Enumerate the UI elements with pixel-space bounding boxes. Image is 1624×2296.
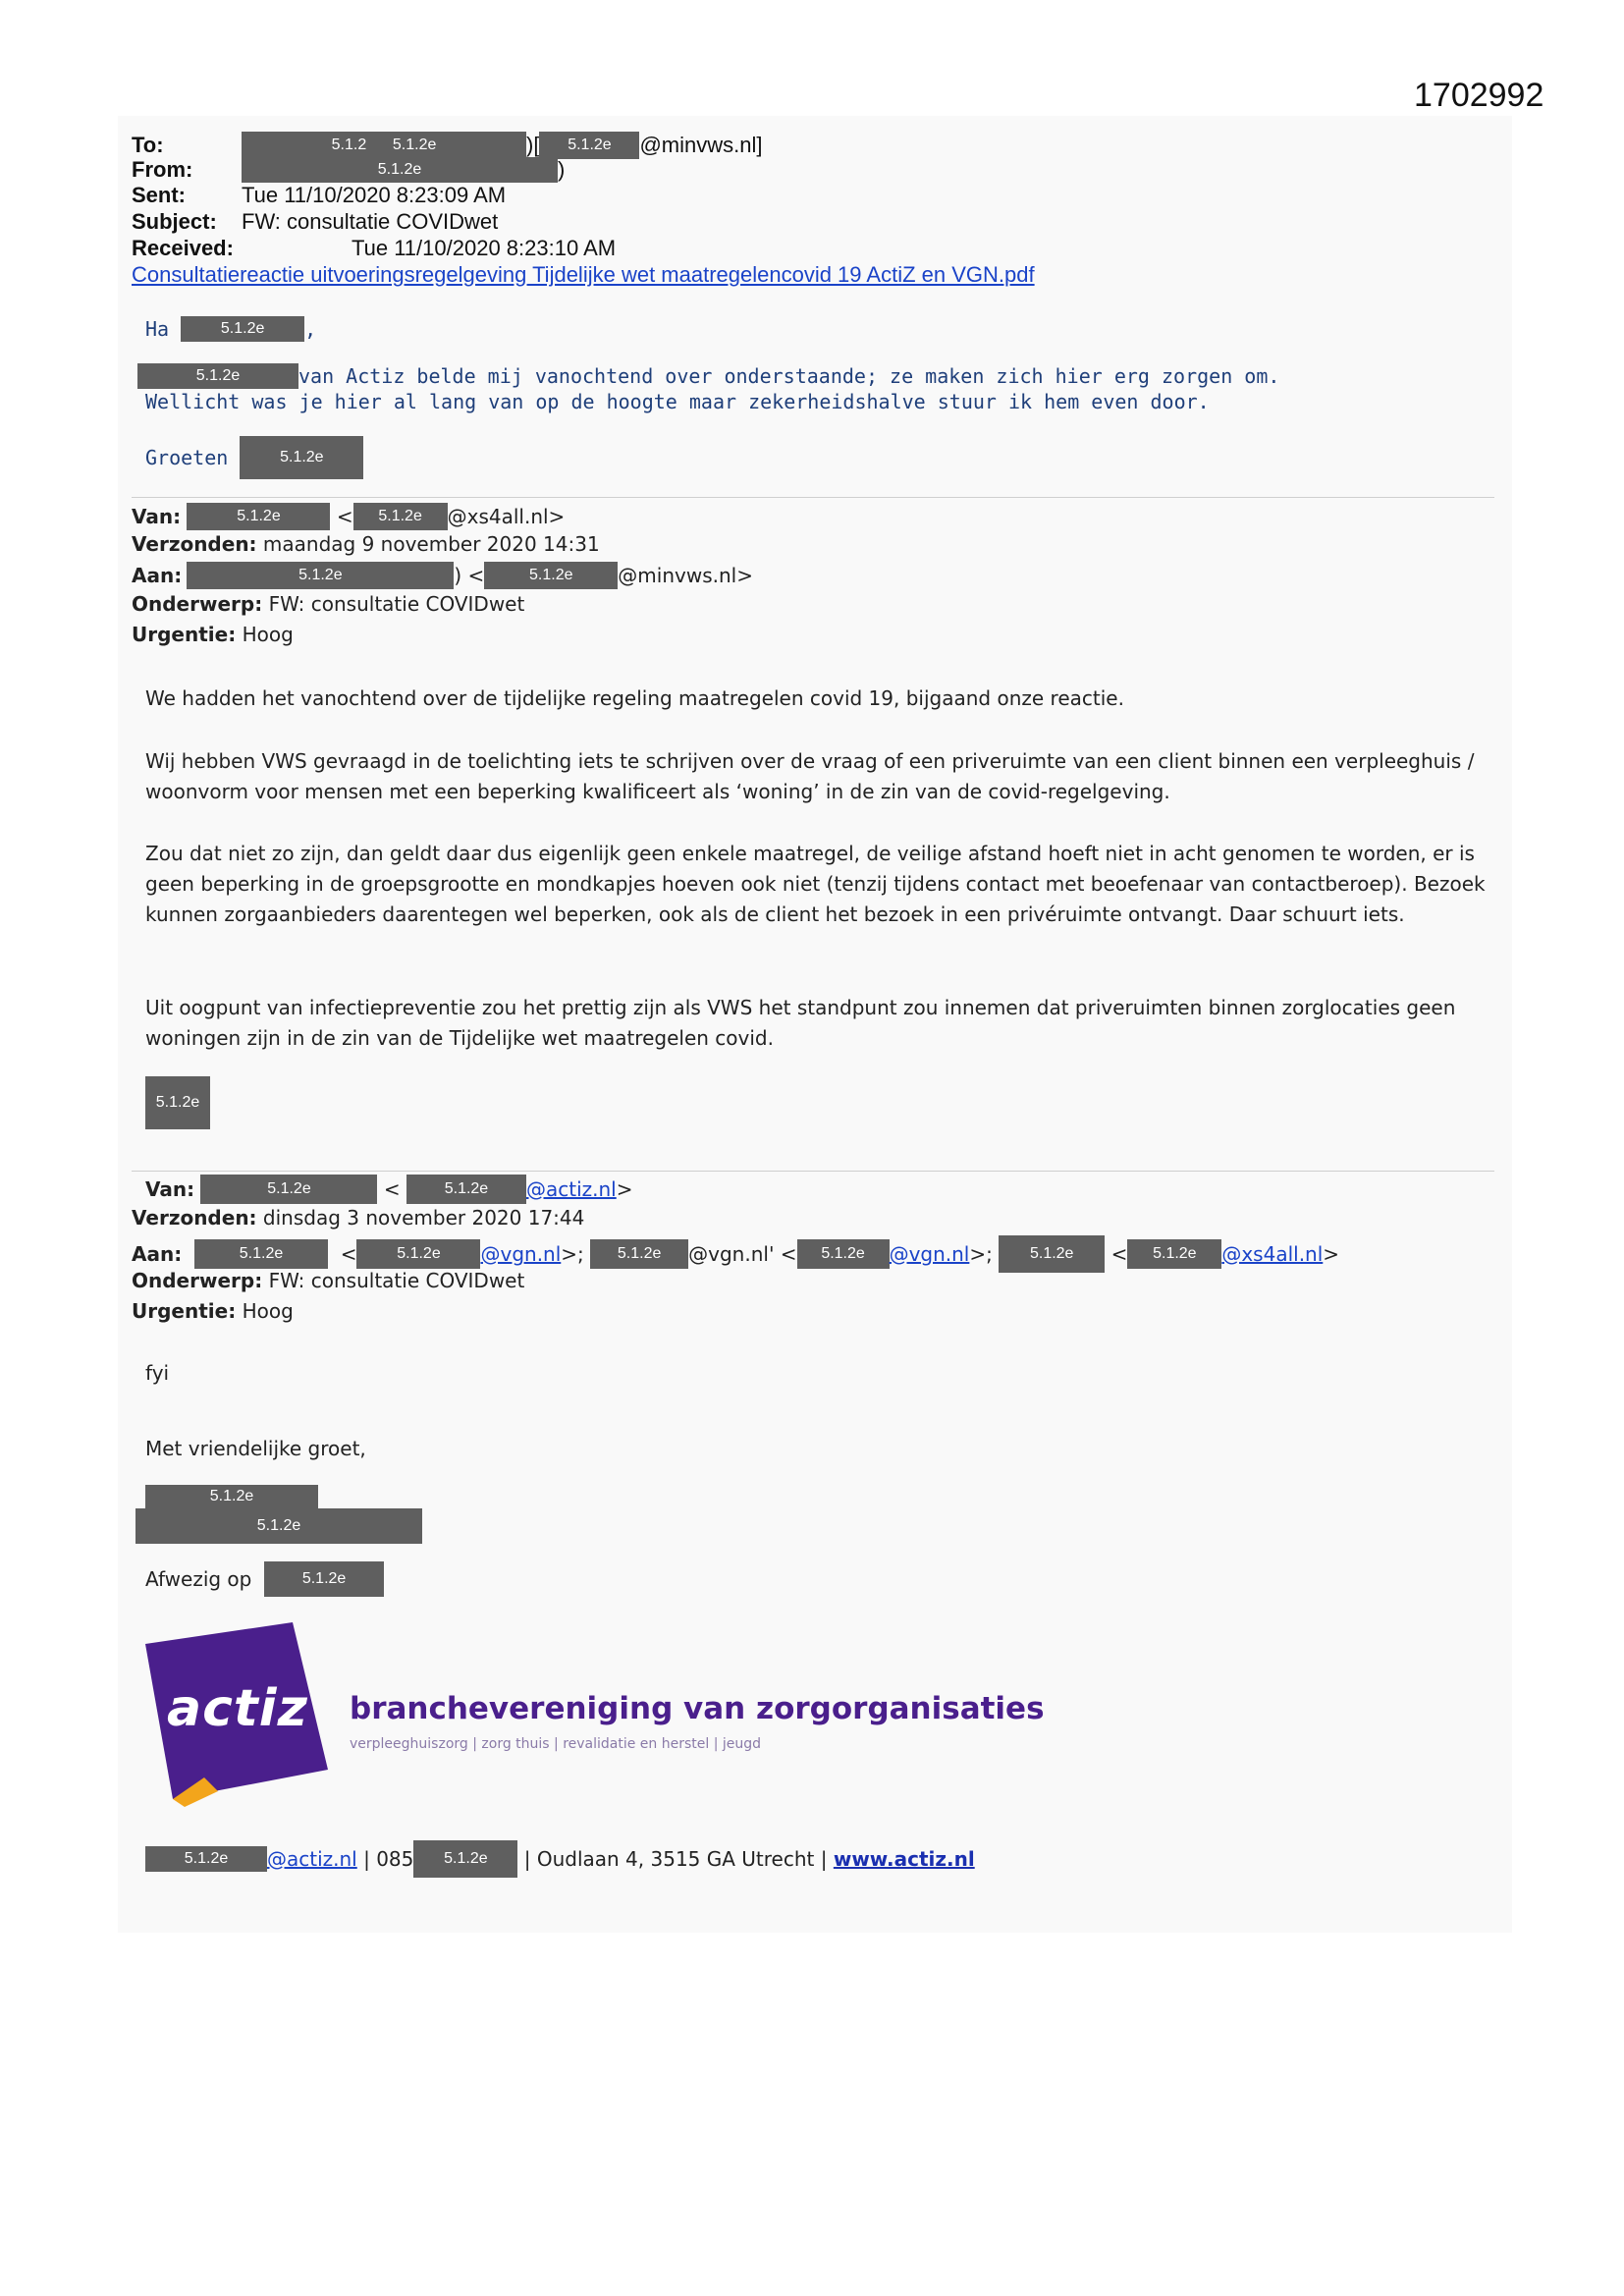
- attachment-link[interactable]: Consultatiereactie uitvoeringsregelgeving Tijdelijke wet maatregelencovid 19 ActiZ en VGN.pdf: [132, 262, 1035, 287]
- document-number: 1702992: [1414, 77, 1544, 114]
- redaction-block: 5.1.2e: [484, 562, 618, 589]
- lt-sign: <: [383, 1177, 401, 1201]
- header-sent-row: [132, 183, 506, 208]
- verzonden-label: Verzonden:: [132, 532, 257, 556]
- website-link[interactable]: www.actiz.nl: [833, 1847, 975, 1871]
- header-from-row: [132, 157, 565, 183]
- aan-separator: >;: [561, 1242, 584, 1266]
- redaction-block: 5.1.2 5.1.2e: [242, 132, 526, 159]
- urgentie-label: Urgentie:: [132, 1299, 237, 1323]
- closing-text: Groeten: [145, 446, 229, 469]
- msg3-regards: Met vriendelijke groet,: [145, 1437, 366, 1460]
- msg2-paragraph-3: Zou dat niet zo zijn, dan geldt daar dus eigenlijk geen enkele maatregel, de veilige afstand hoeft niet in acht genomen te worden, er is geen beperking in de groepsgrootte en mondkapjes hoeven ook niet (tenzij tijdens contact met beoefenaar van contactberoep). Bezoek kunnen zorgaanbieders daarentegen wel beperken, ook als de client het bezoek in een privéruimte ontvangt. Daar schuurt iets.: [145, 842, 1486, 926]
- aan-label: Aan:: [132, 564, 183, 587]
- aan-separator: ) <: [454, 564, 485, 587]
- msg3-afwezig-row: [145, 1561, 384, 1597]
- redaction-block: 5.1.2e: [137, 363, 298, 389]
- redaction-block: 5.1.2e: [264, 1561, 384, 1597]
- van-label: Van:: [145, 1177, 195, 1201]
- aan-label: Aan:: [132, 1242, 183, 1266]
- redaction-block: 5.1.2e: [242, 157, 558, 183]
- logo-subline: verpleeghuiszorg | zorg thuis | revalidatie en herstel | jeugd: [350, 1736, 762, 1752]
- to-domain: @minvws.nl]: [639, 133, 763, 157]
- redaction-block: 5.1.2e: [413, 1840, 517, 1878]
- van-email-link[interactable]: @actiz.nl: [525, 1177, 617, 1201]
- msg3-onderwerp-row: [132, 1269, 524, 1292]
- aan-separator: >;: [969, 1242, 993, 1266]
- gt-sign: >: [1323, 1242, 1340, 1266]
- greeting-line: [145, 316, 316, 342]
- actiz-logo: [145, 1622, 332, 1807]
- address-text: | Oudlaan 4, 3515 GA Utrecht |: [523, 1847, 828, 1871]
- received-value: Tue 11/10/2020 8:23:10 AM: [352, 236, 617, 260]
- verzonden-label: Verzonden:: [132, 1206, 257, 1230]
- msg2-onderwerp-row: [132, 592, 524, 616]
- onderwerp-label: Onderwerp:: [132, 1269, 263, 1292]
- msg2-urgentie-row: [132, 623, 294, 646]
- redaction-block: 5.1.2e: [145, 1076, 210, 1129]
- redaction-block: 5.1.2e: [797, 1239, 890, 1269]
- message1-closing: [145, 436, 363, 479]
- from-label: From:: [132, 157, 193, 182]
- msg2-verzonden-row: [132, 532, 600, 556]
- redaction-block: 5.1.2e: [240, 436, 363, 479]
- onderwerp-value: FW: consultatie COVIDwet: [268, 592, 525, 616]
- gt-sign: >: [616, 1177, 633, 1201]
- redaction-block: 5.1.2e: [145, 1846, 267, 1872]
- message1-line2: Wellicht was je hier al lang van op de hoogte maar zekerheidshalve stuur ik hem even door.: [145, 390, 1210, 413]
- redaction-block: 5.1.2e: [590, 1239, 688, 1269]
- verzonden-value: dinsdag 3 november 2020 17:44: [262, 1206, 585, 1230]
- redaction-block: 5.1.2e: [539, 132, 639, 159]
- header-to-row: [132, 132, 762, 159]
- van-label: Van:: [132, 505, 182, 528]
- subject-label: Subject:: [132, 209, 217, 234]
- verzonden-value: maandag 9 november 2020 14:31: [262, 532, 600, 556]
- greeting-comma: ,: [304, 317, 317, 341]
- aan-domain-text: @vgn.nl' <: [688, 1242, 797, 1266]
- redaction-block: 5.1.2e: [200, 1175, 377, 1204]
- sent-value: Tue 11/10/2020 8:23:09 AM: [242, 183, 507, 207]
- signature-email-link[interactable]: @actiz.nl: [267, 1847, 357, 1871]
- aan-email-link[interactable]: @vgn.nl: [480, 1242, 562, 1266]
- msg2-paragraph-4: Uit oogpunt van infectiepreventie zou het prettig zijn als VWS het standpunt zou innemen dat priveruimten binnen zorglocaties geen woningen zijn in de zin van de Tijdelijke wet maatregelen covid.: [145, 996, 1456, 1050]
- aan-email-link[interactable]: @xs4all.nl: [1221, 1242, 1324, 1266]
- msg3-van-row: [145, 1175, 632, 1204]
- redaction-block: 5.1.2e: [1127, 1239, 1221, 1269]
- redaction-block: 5.1.2e: [999, 1235, 1105, 1273]
- separator-line: [132, 497, 1494, 498]
- greeting: Ha: [145, 317, 170, 341]
- redaction-block: 5.1.2e: [353, 503, 448, 530]
- redaction-block: 5.1.2e: [356, 1239, 480, 1269]
- message1-text1: van Actiz belde mij vanochtend over onderstaande; ze maken zich hier erg zorgen om.: [298, 364, 1280, 388]
- msg3-aan-row: [132, 1235, 1339, 1273]
- redaction-block: 5.1.2e: [187, 503, 330, 530]
- onderwerp-label: Onderwerp:: [132, 592, 263, 616]
- msg2-van-row: [132, 503, 565, 530]
- from-separator: ): [558, 157, 566, 182]
- redaction-block: 5.1.2e: [406, 1175, 526, 1204]
- header-subject-row: [132, 209, 498, 235]
- msg3-urgentie-row: [132, 1299, 294, 1323]
- redaction-block: 5.1.2e: [181, 316, 304, 342]
- lt-sign: <: [1110, 1242, 1128, 1266]
- subject-value: FW: consultatie COVIDwet: [242, 209, 499, 234]
- logo-wordmark: actiz: [167, 1679, 308, 1738]
- aan-domain: @minvws.nl>: [618, 564, 753, 587]
- to-separator: )[: [526, 133, 540, 157]
- to-label: To:: [132, 133, 164, 157]
- urgentie-value: Hoog: [242, 1299, 294, 1323]
- message1-line1: [137, 363, 1279, 389]
- redaction-block: 5.1.2e: [194, 1239, 328, 1269]
- redaction-block: 5.1.2e: [145, 1485, 318, 1508]
- logo-tagline: branchevereniging van zorgorganisaties: [350, 1691, 1045, 1726]
- sent-label: Sent:: [132, 183, 186, 207]
- separator-line: [132, 1171, 1494, 1172]
- msg3-fyi: fyi: [145, 1361, 170, 1385]
- received-label: Received:: [132, 236, 234, 260]
- msg2-paragraph-1: We hadden het vanochtend over de tijdelijke regeling maatregelen covid 19, bijgaand onze reactie.: [145, 686, 1124, 710]
- lt-sign: <: [340, 1242, 357, 1266]
- aan-email-link[interactable]: @vgn.nl: [889, 1242, 970, 1266]
- msg3-verzonden-row: [132, 1206, 584, 1230]
- afwezig-text: Afwezig op: [145, 1567, 252, 1591]
- redaction-block: 5.1.2e: [135, 1508, 422, 1544]
- msg2-paragraph-2: Wij hebben VWS gevraagd in de toelichting iets te schrijven over de vraag of een priveruimte van een client binnen een verpleeghuis / woonvorm voor mensen met een beperking kwalificeert als ‘woning’ in de zin van de covid-regelgeving.: [145, 749, 1475, 803]
- urgentie-label: Urgentie:: [132, 623, 237, 646]
- signature-contact-row: [145, 1840, 975, 1878]
- redaction-block: 5.1.2e: [187, 562, 454, 589]
- van-domain: @xs4all.nl>: [447, 505, 566, 528]
- urgentie-value: Hoog: [242, 623, 294, 646]
- phone-prefix: | 085: [363, 1847, 414, 1871]
- lt-sign: <: [336, 505, 353, 528]
- header-received-row: [132, 236, 616, 261]
- onderwerp-value: FW: consultatie COVIDwet: [268, 1269, 525, 1292]
- msg2-aan-row: [132, 562, 753, 589]
